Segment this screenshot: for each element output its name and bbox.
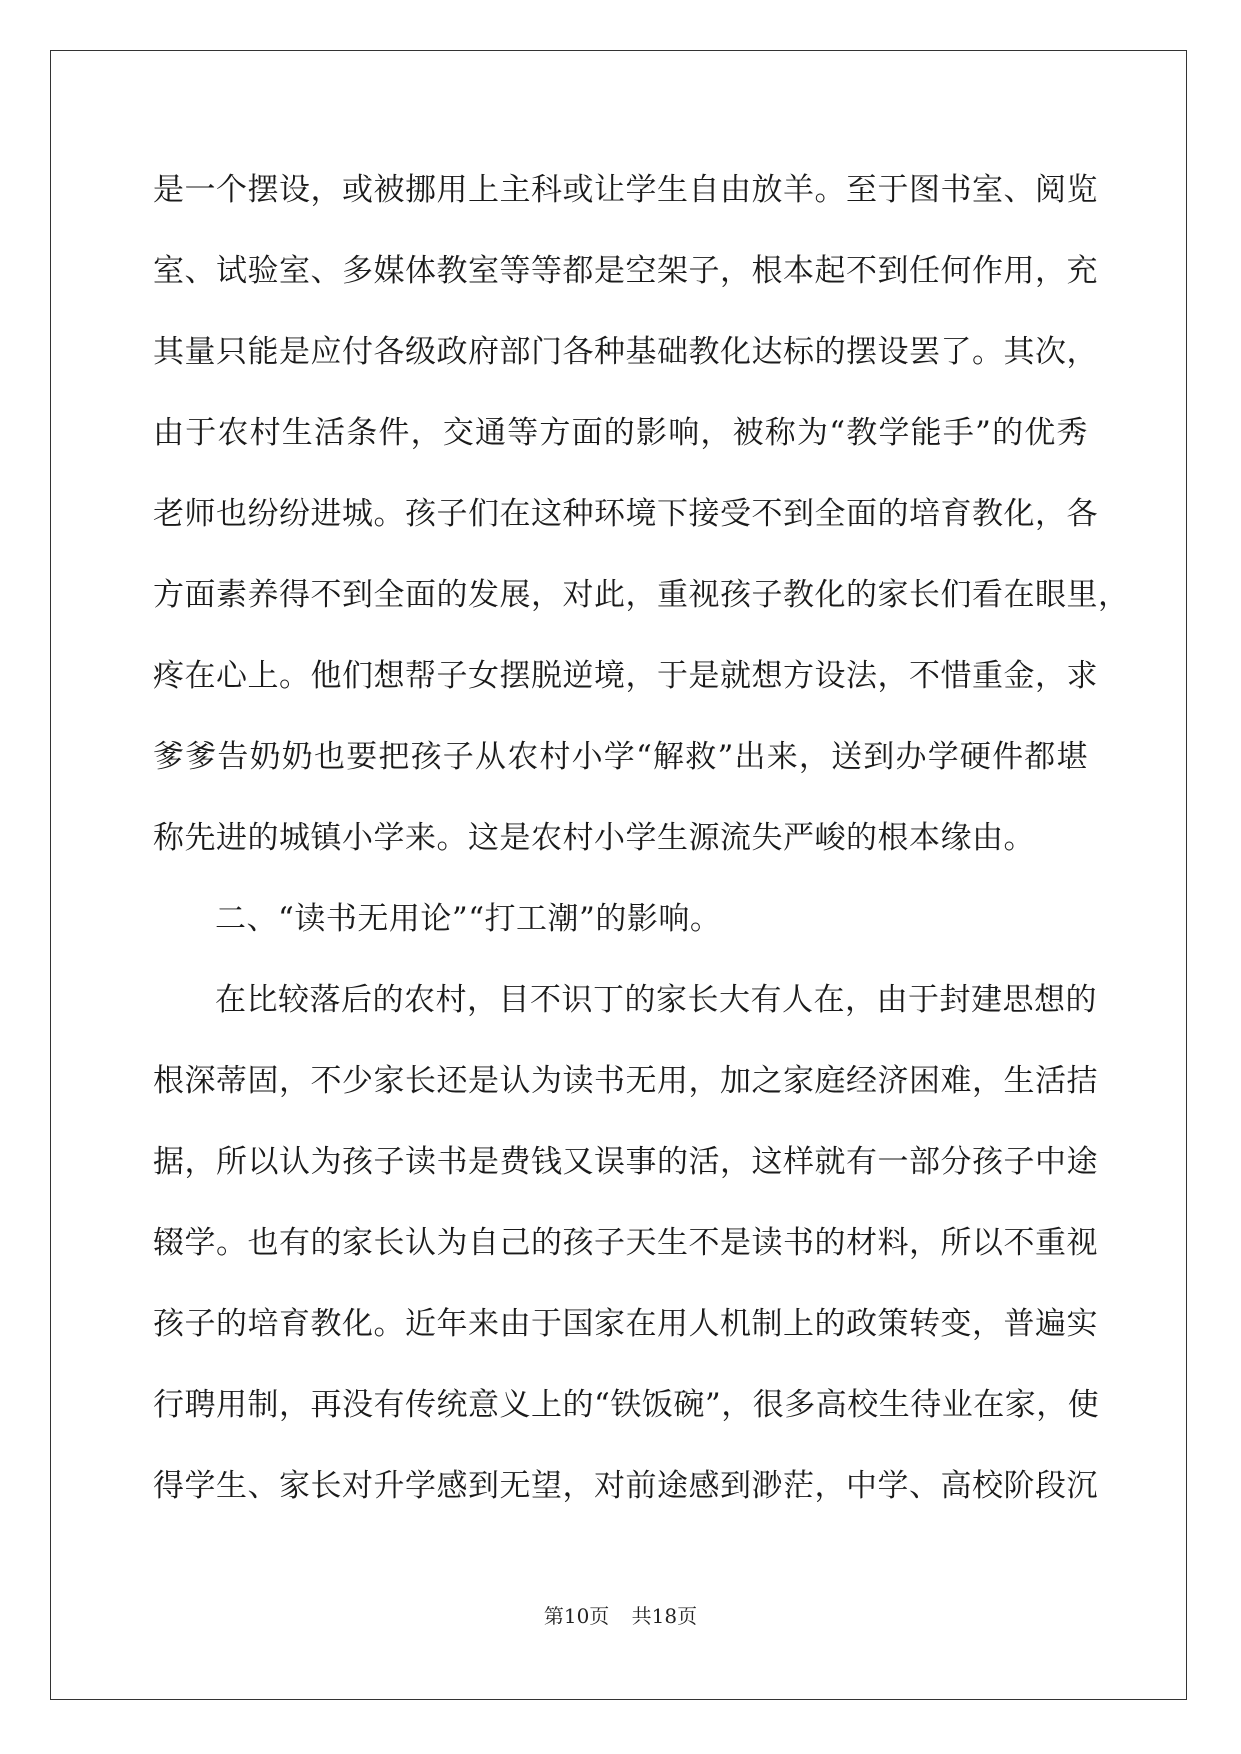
page-total: 共18页: [631, 1604, 698, 1628]
text-line: 是一个摆设，或被挪用上主科或让学生自由放羊。至于图书室、阅览: [153, 172, 1098, 208]
text-line: 据，所以认为孩子读书是费钱又误事的活，这样就有一部分孩子中途: [153, 1144, 1098, 1180]
text-line: 辍学。也有的家长认为自己的孩子天生不是读书的材料，所以不重视: [153, 1225, 1098, 1261]
text-line: 室、试验室、多媒体教室等等都是空架子，根本起不到任何作用，充: [153, 253, 1098, 289]
text-line: 行聘用制，再没有传统意义上的“铁饭碗”，很多高校生待业在家，使: [153, 1387, 1100, 1423]
text-line: 其量只能是应付各级政府部门各种基础教化达标的摆设罢了。其次，: [153, 334, 1098, 370]
page-footer: [0, 1600, 1241, 1629]
text-line: 老师也纷纷进城。孩子们在这种环境下接受不到全面的培育教化，各: [153, 496, 1098, 532]
text-line: 方面素养得不到全面的发展，对此，重视孩子教化的家长们看在眼里，: [153, 577, 1130, 613]
text-line: 由于农村生活条件，交通等方面的影响，被称为“教学能手”的优秀: [153, 415, 1088, 451]
page-number: 第10页: [543, 1604, 610, 1628]
text-line: 疼在心上。他们想帮子女摆脱逆境，于是就想方设法，不惜重金，求: [153, 658, 1098, 694]
text-line: 孩子的培育教化。近年来由于国家在用人机制上的政策转变，普遍实: [153, 1306, 1098, 1342]
text-line: 在比较落后的农村，目不识丁的家长大有人在，由于封建思想的: [215, 982, 1097, 1018]
text-line: 称先进的城镇小学来。这是农村小学生源流失严峻的根本缘由。: [153, 820, 1035, 856]
text-line: 爹爹告奶奶也要把孩子从农村小学“解救”出来，送到办学硬件都堪: [153, 739, 1088, 775]
document-body: [153, 160, 1130, 1537]
text-line: 根深蒂固，不少家长还是认为读书无用，加之家庭经济困难，生活拮: [153, 1063, 1098, 1099]
section-heading: 二、“读书无用论”“打工潮”的影响。: [215, 901, 722, 937]
text-line: 得学生、家长对升学感到无望，对前途感到渺茫，中学、高校阶段沉: [153, 1468, 1098, 1504]
